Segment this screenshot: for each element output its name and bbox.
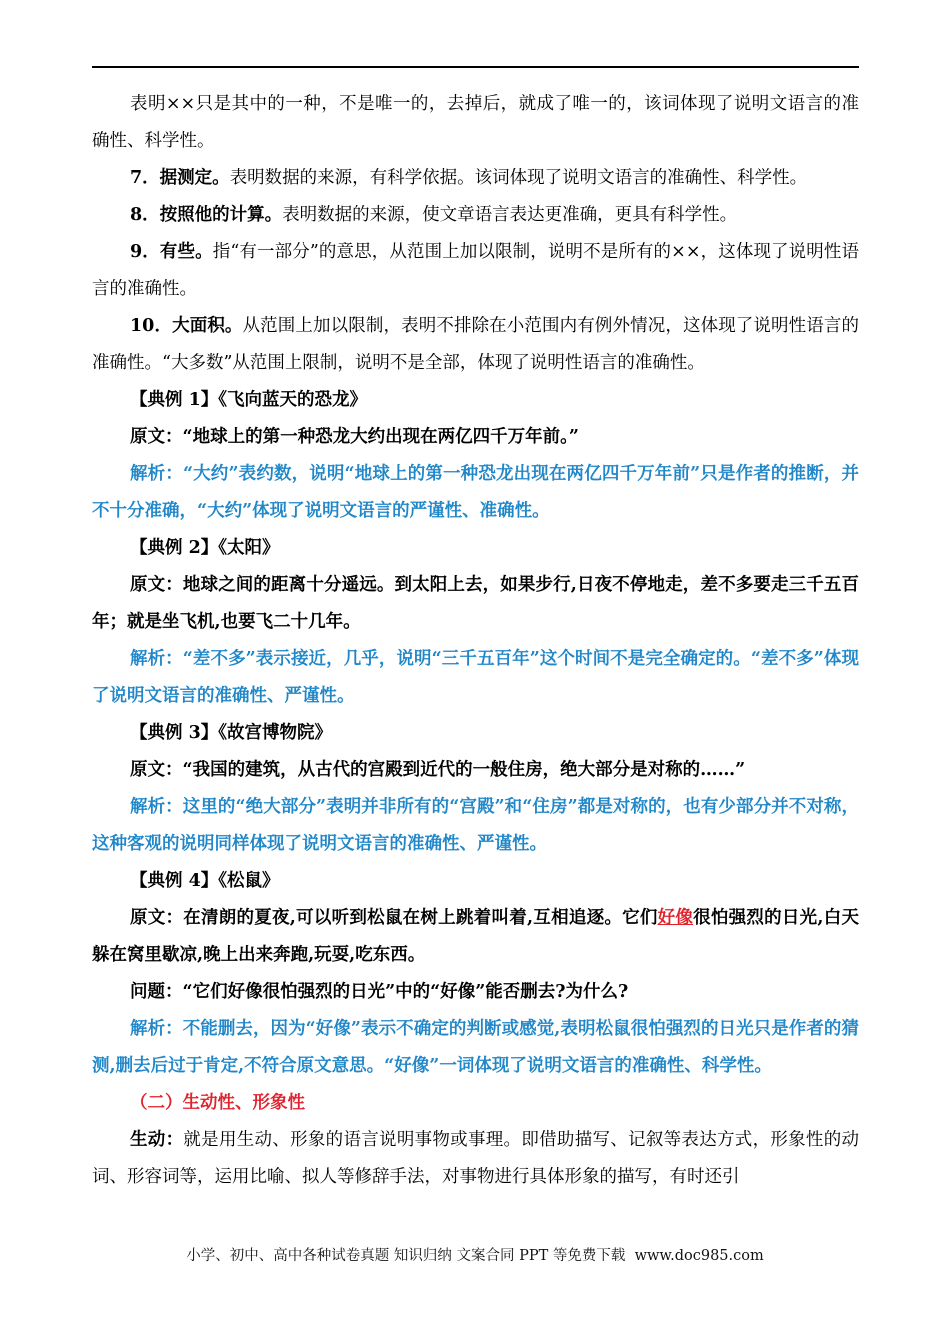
item-7-text: 表明数据的来源，有科学依据。该词体现了说明文语言的准确性、科学性。 <box>229 168 808 188</box>
example-4-highlight: 好像 <box>657 908 694 928</box>
item-8-term: 8．按照他的计算。 <box>130 205 283 225</box>
example-4-question: 问题：“它们好像很怕强烈的日光”中的“好像”能否删去?为什么? <box>130 982 629 1002</box>
item-9-text: 指“有一部分”的意思，从范围上加以限制，说明不是所有的××，这体现了说明性语言的准确性。 <box>92 242 860 299</box>
vivid-term: 生动： <box>130 1130 184 1150</box>
example-4-title: 【典例 4】《松鼠》 <box>130 871 280 891</box>
example-3-analysis: 解析：这里的“绝大部分”表明并非所有的“宫殿”和“住房”都是对称的，也有少部分并不对称，这种客观的说明同样体现了说明文语言的准确性、严谨性。 <box>92 797 859 854</box>
paragraph-p1: 表明××只是其中的一种，不是唯一的，去掉后，就成了唯一的，该词体现了说明文语言的准确性、科学性。 <box>92 94 859 151</box>
example-2-text: 原文：地球之间的距离十分遥远。到太阳上去，如果步行,日夜不停地走，差不多要走三千五百年；就是坐飞机,也要飞二十几年。 <box>92 575 859 632</box>
example-2-title: 【典例 2】《太阳》 <box>130 538 280 558</box>
example-4-text-b: 很怕强烈的日光,白天躲在窝里歇凉,晚上出来奔跑,玩耍,吃东西。 <box>92 908 860 965</box>
section-heading: （二）生动性、形象性 <box>130 1093 305 1113</box>
paragraph-item-9 <box>92 234 859 308</box>
example-1-text: 原文：“地球上的第一种恐龙大约出现在两亿四千万年前。” <box>130 427 579 447</box>
footer-text: 小学、初中、高中各种试卷真题 知识归纳 文案合同 PPT 等免费下载 <box>186 1248 626 1264</box>
example-4-text <box>92 900 859 974</box>
vivid-text: 就是用生动、形象的语言说明事物或事理。即借助描写、记叙等表达方式，形象性的动词、形容词等，运用比喻、拟人等修辞手法，对事物进行具体形象的描写，有时还引 <box>92 1130 860 1187</box>
paragraph-item-10 <box>92 308 859 382</box>
example-4-analysis: 解析：不能删去，因为“好像”表示不确定的判断或感觉,表明松鼠很怕强烈的日光只是作者的猜测,删去后过于肯定,不符合原文意思。“好像”一词体现了说明文语言的准确性、科学性。 <box>92 1019 859 1076</box>
header-rule <box>92 66 859 68</box>
example-1-analysis: 解析：“大约”表约数，说明“地球上的第一种恐龙出现在两亿四千万年前”只是作者的推断，并不十分准确，“大约”体现了说明文语言的严谨性、准确性。 <box>92 464 859 521</box>
item-10-text: 从范围上加以限制，表明不排除在小范围内有例外情况，这体现了说明性语言的准确性。“大多数”从范围上限制，说明不是全部，体现了说明性语言的准确性。 <box>92 316 860 373</box>
example-2-analysis: 解析：“差不多”表示接近，几乎，说明“三千五百年”这个时间不是完全确定的。“差不多”体现了说明文语言的准确性、严谨性。 <box>92 649 859 706</box>
paragraph-item-8 <box>92 197 859 234</box>
item-9-term: 9．有些。 <box>130 242 213 262</box>
example-1-title: 【典例 1】《飞向蓝天的恐龙》 <box>130 390 368 410</box>
item-7-term: 7．据测定。 <box>130 168 230 188</box>
paragraph-item-7 <box>92 160 859 197</box>
item-10-term: 10．大面积。 <box>130 316 243 336</box>
example-3-text: 原文：“我国的建筑，从古代的宫殿到近代的一般住房，绝大部分是对称的……” <box>130 760 746 780</box>
example-3-title: 【典例 3】《故宫博物院》 <box>130 723 333 743</box>
item-8-text: 表明数据的来源，使文章语言表达更准确，更具有科学性。 <box>282 205 738 225</box>
footer-url[interactable]: www.doc985.com <box>634 1248 764 1264</box>
page-footer <box>0 1244 950 1265</box>
vivid-paragraph <box>92 1122 859 1196</box>
document-body <box>92 86 859 1196</box>
example-4-text-a: 原文：在清朗的夏夜,可以听到松鼠在树上跳着叫着,互相追逐。它们 <box>130 908 658 928</box>
